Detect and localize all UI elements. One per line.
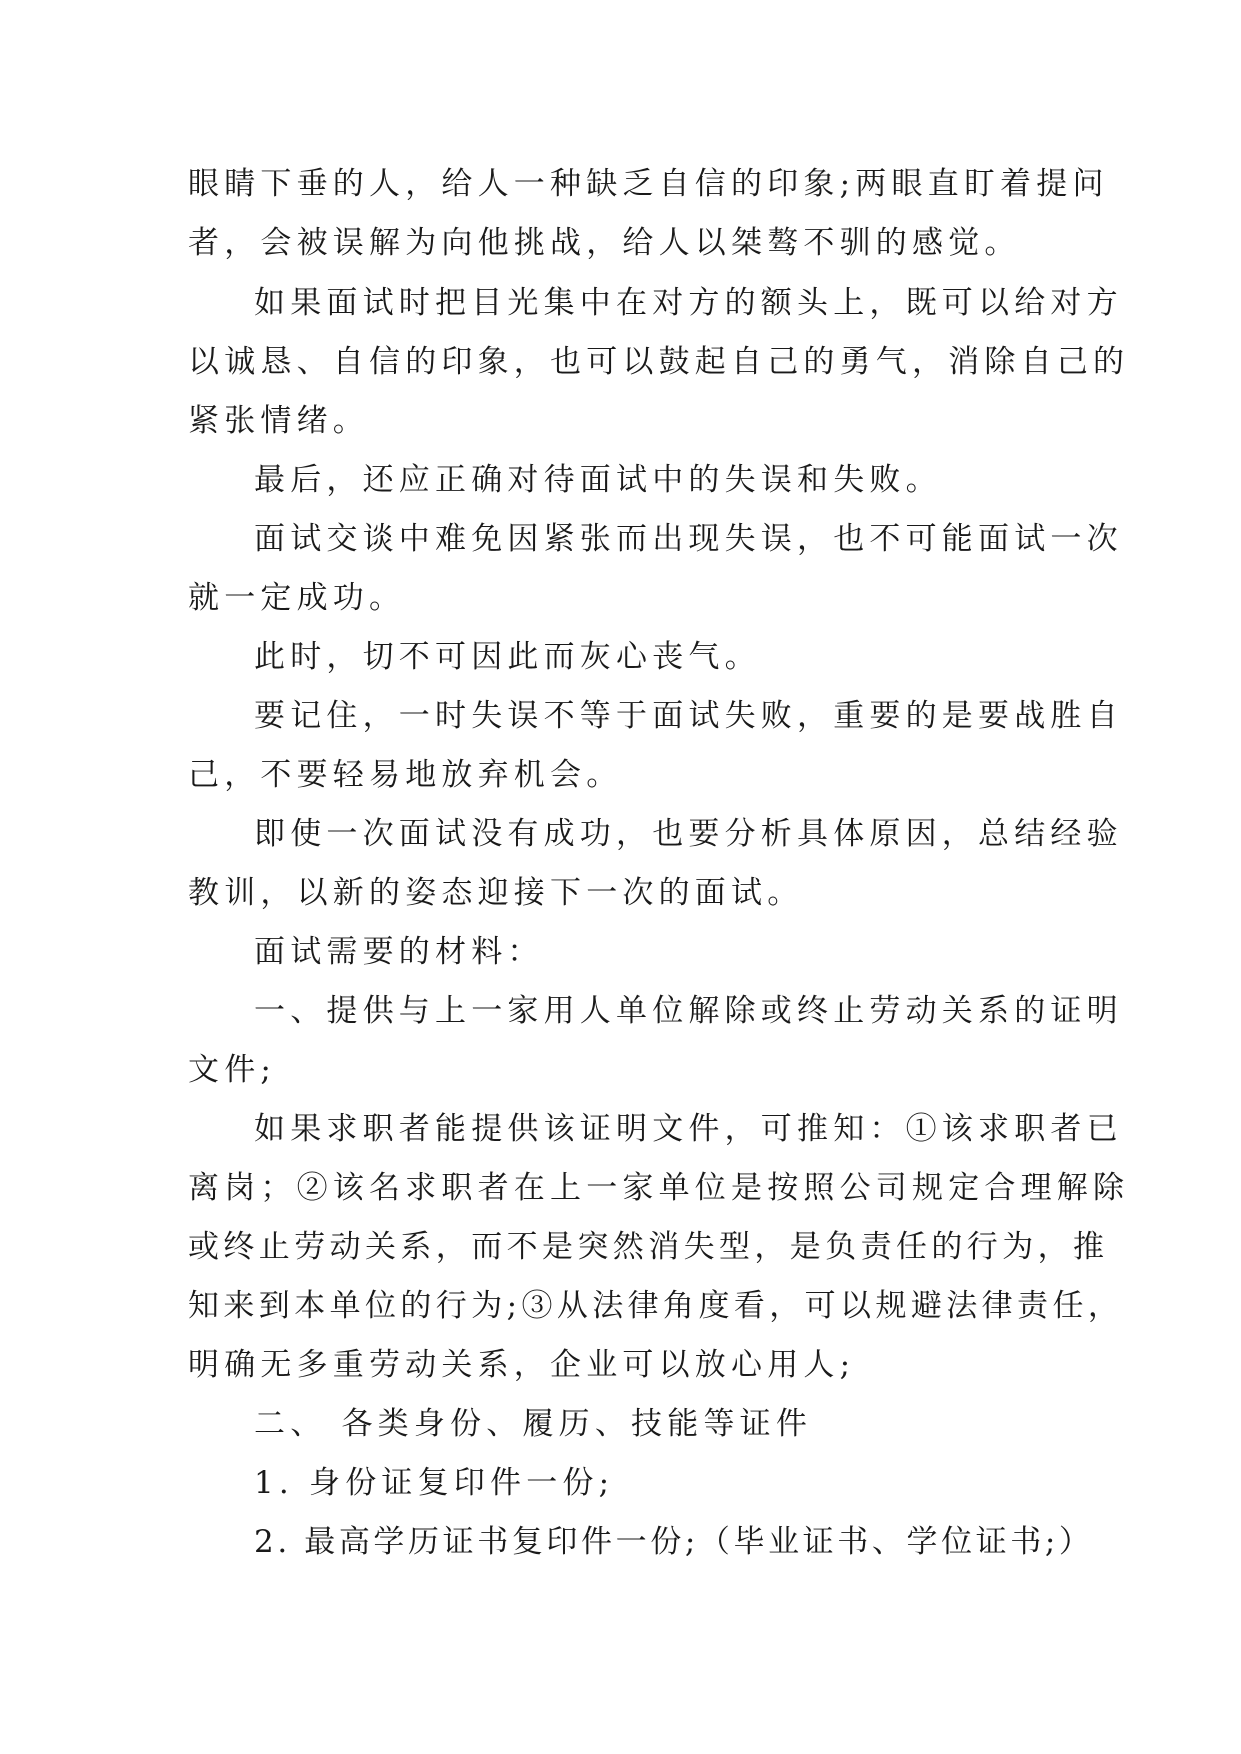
text-line: 要记住，一时失误不等于面试失败，重要的是要战胜自 [254,698,1123,734]
text-line: 明确无多重劳动关系，企业可以放心用人; [188,1347,856,1383]
text-line: 就一定成功。 [188,580,406,616]
text-line: 以诚恳、自信的印象，也可以鼓起自己的勇气，消除自己的 [188,344,1130,380]
text-line: 此时，切不可因此而灰心丧气。 [254,639,761,675]
list-item-heading: 二、 各类身份、履历、技能等证件 [254,1406,813,1442]
text-line: 眼睛下垂的人，给人一种缺乏自信的印象;两眼直盯着提问 [188,166,1109,202]
text-line: 文件; [188,1052,277,1088]
text-line: 最后，还应正确对待面试中的失误和失败。 [254,462,942,498]
text-line: 离岗；②该名求职者在上一家单位是按照公司规定合理解除 [188,1170,1130,1206]
text-line: 面试交谈中难免因紧张而出现失误，也不可能面试一次 [254,521,1123,557]
text-line: 者，会被误解为向他挑战，给人以桀骜不驯的感觉。 [188,225,1021,261]
text-line: 己，不要轻易地放弃机会。 [188,757,623,793]
text-line: 或终止劳动关系，而不是突然消失型，是负责任的行为，推 [188,1229,1109,1265]
text-line: 即使一次面试没有成功，也要分析具体原因，总结经验 [254,816,1123,852]
list-item: 1. 身份证复印件一份; [254,1465,615,1501]
text-line: 如果面试时把目光集中在对方的额头上，既可以给对方 [254,285,1123,321]
list-item: 2. 最高学历证书复印件一份;（毕业证书、学位证书;） [254,1524,1094,1560]
list-item-heading: 一、提供与上一家用人单位解除或终止劳动关系的证明 [254,993,1123,1029]
text-line: 教训，以新的姿态迎接下一次的面试。 [188,875,804,911]
text-line: 知来到本单位的行为;③从法律角度看，可以规避法律责任， [188,1288,1124,1324]
section-heading: 面试需要的材料： [254,934,544,970]
text-line: 紧张情绪。 [188,403,369,439]
text-line: 如果求职者能提供该证明文件，可推知：①该求职者已 [254,1111,1123,1147]
